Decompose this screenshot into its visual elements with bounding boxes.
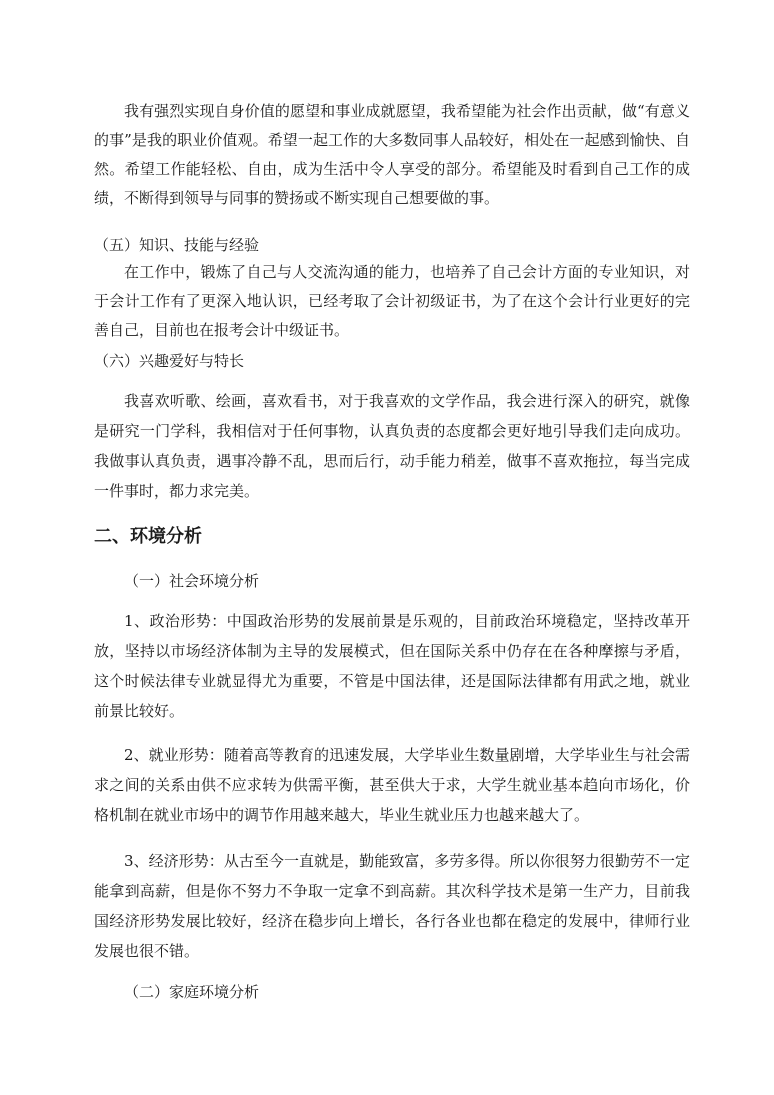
family-environment-heading: （二）家庭环境分析 <box>124 983 260 1001</box>
hobbies-heading: （六）兴趣爱好与特长 <box>94 352 245 370</box>
politics-paragraph: 1、政治形势：中国政治形势的发展前景是乐观的，目前政治环境稳定，坚持改革开放，坚持以市场经济体制为主导的发展模式，但在国际关系中仍存在在各种摩擦与矛盾，这个时候法律专业就显得尤为重要，不管是中国法律，还是国际法律都有用武之地，就业前景比较好。 <box>94 612 690 720</box>
knowledge-skills-paragraph: 在工作中，锻炼了自己与人交流沟通的能力，也培养了自己会计方面的专业知识，对于会计工作有了更深入地认识，已经考取了会计初级证书，为了在这个会计行业更好的完善自己，目前也在报考会计中级证书。 <box>94 263 690 339</box>
career-values-paragraph: 我有强烈实现自身价值的愿望和事业成就愿望，我希望能为社会作出贡献，做“有意义的事”是我的职业价值观。希望一起工作的大多数同事人品较好，相处在一起感到愉快、自然。希望工作能轻松、自由，成为生活中令人享受的部分。希望能及时看到自己工作的成绩，不断得到领导与同事的赞扬或不断实现自己想要做的事。 <box>94 102 690 207</box>
employment-paragraph: 2、就业形势：随着高等教育的迅速发展，大学毕业生数量剧增，大学毕业生与社会需求之间的关系由供不应求转为供需平衡，甚至供大于求，大学生就业基本趋向市场化，价格机制在就业市场中的调节作用越来越大，毕业生就业压力也越来越大了。 <box>94 746 690 824</box>
social-environment-heading: （一）社会环境分析 <box>124 572 260 590</box>
environment-analysis-title: 二、环境分析 <box>94 526 202 547</box>
economy-paragraph: 3、经济形势：从古至今一直就是，勤能致富，多劳多得。所以你很努力很勤劳不一定能拿到高薪，但是你不努力不争取一定拿不到高薪。其次科学技术是第一生产力，目前我国经济形势发展比较好，经济在稳步向上增长，各行各业也都在稳定的发展中，律师行业发展也很不错。 <box>94 852 690 960</box>
hobbies-paragraph: 我喜欢听歌、绘画，喜欢看书，对于我喜欢的文学作品，我会进行深入的研究，就像是研究一门学科，我相信对于任何事物，认真负责的态度都会更好地引导我们走向成功。我做事认真负责，遇事冷静不乱，思而后行，动手能力稍差，做事不喜欢拖拉，每当完成一件事时，都力求完美。 <box>94 392 690 500</box>
knowledge-skills-heading: （五）知识、技能与经验 <box>94 236 260 254</box>
